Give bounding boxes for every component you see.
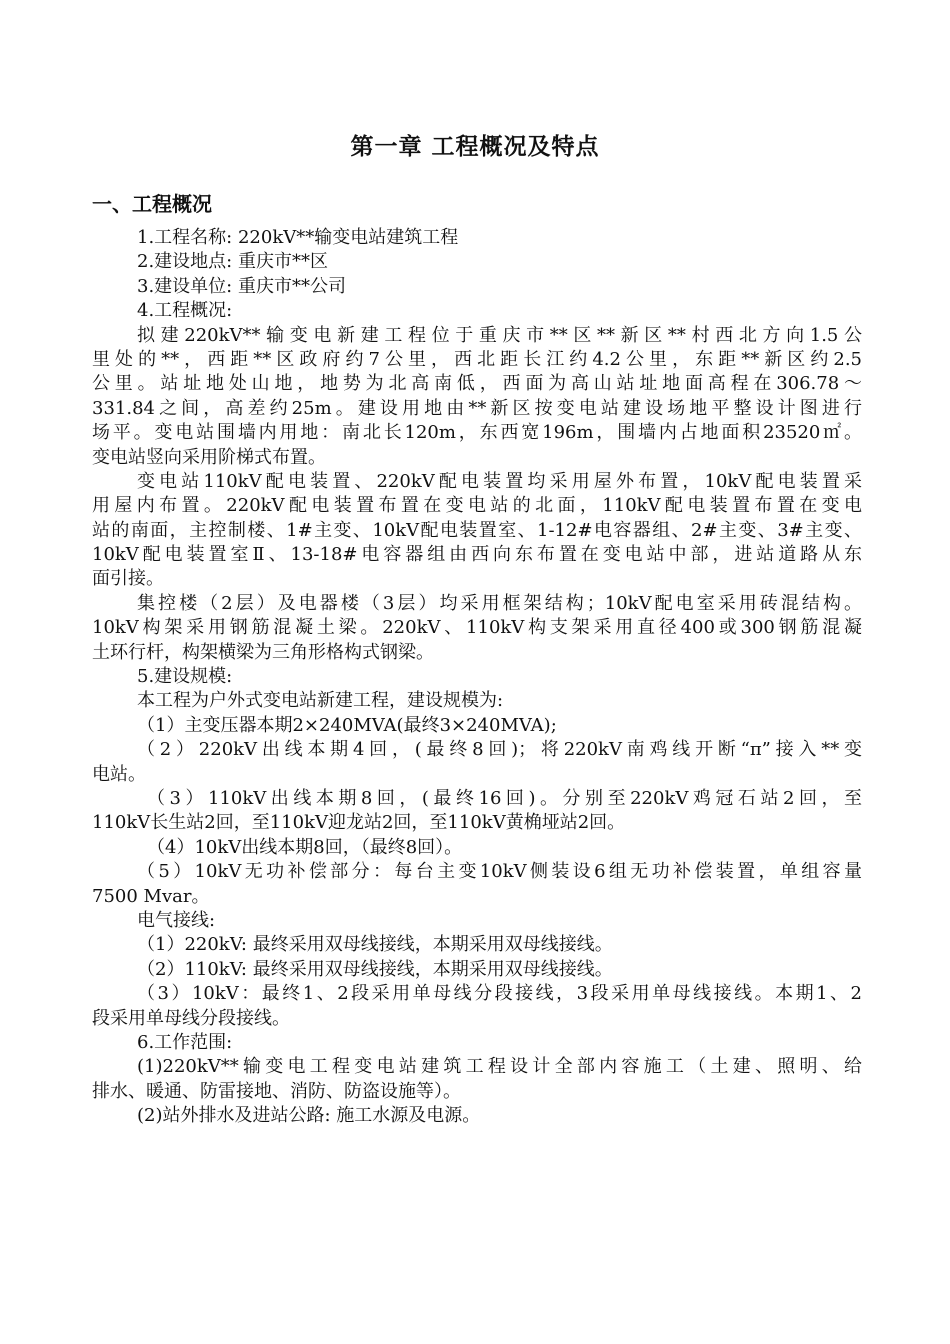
paragraph-line: 4.工程概况:: [137, 300, 233, 322]
paragraph-line: （3）110kV出线本期8回，(最终16回)。分别至220kV鸡冠石站2回，至: [147, 787, 862, 809]
paragraph-line: 2.建设地点: 重庆市**区: [137, 251, 328, 273]
body-text: [92, 226, 862, 1128]
paragraph-line: 变电站竖向采用阶梯式布置。: [92, 446, 326, 468]
paragraph-line: 集控楼（2层）及电器楼（3层）均采用框架结构；10kV配电室采用砖混结构。: [137, 592, 862, 614]
paragraph-line: 本工程为户外式变电站新建工程，建设规模为:: [137, 690, 504, 712]
paragraph-line: 电站。: [92, 763, 146, 785]
paragraph-line: 3.建设单位: 重庆市**公司: [137, 275, 346, 297]
paragraph-line: 公里。站址地处山地，地势为北高南低，西面为高山站址地面高程在306.78～: [92, 373, 862, 395]
paragraph-line: 场平。变电站围墙内用地：南北长120m，东西宽196m，围墙内占地面积23520㎡。: [92, 422, 862, 444]
paragraph-line: （2）110kV: 最终采用双母线接线，本期采用双母线接线。: [137, 958, 613, 980]
paragraph-line: 5.建设规模:: [137, 666, 233, 688]
paragraph-line: 7500 Mvar。: [92, 885, 210, 907]
paragraph-line: 变电站110kV配电装置、220kV配电装置均采用屋外布置，10kV配电装置采: [137, 470, 862, 492]
paragraph-line: 6.工作范围:: [137, 1031, 233, 1053]
paragraph-line: （5）10kV无功补偿部分：每台主变10kV侧装设6组无功补偿装置，单组容量: [137, 861, 862, 883]
paragraph-line: 10kV配电装置室Ⅱ、13-18#电容器组由西向东布置在变电站中部，进站道路从东: [92, 544, 862, 566]
paragraph-line: 110kV长生站2回，至110kV迎龙站2回，至110kV黄桷垭站2回。: [92, 812, 626, 834]
paragraph-line: 排水、暖通、防雷接地、消防、防盗设施等）。: [92, 1080, 461, 1102]
paragraph-line: 土环行杆，构架横梁为三角形格构式钢梁。: [92, 641, 434, 663]
paragraph-line: 电气接线:: [137, 909, 216, 931]
paragraph-line: (1)220kV**输变电工程变电站建筑工程设计全部内容施工（土建、照明、给: [137, 1056, 862, 1078]
paragraph-line: 拟建220kV**输变电新建工程位于重庆市**区**新区**村西北方向1.5公: [137, 324, 862, 346]
paragraph-line: （4）10kV出线本期8回，（最终8回）。: [147, 836, 463, 858]
paragraph-line: 面引接。: [92, 568, 164, 590]
paragraph-line: （3）10kV：最终1、2段采用单母线分段接线，3段采用单母线接线。本期1、2: [137, 983, 862, 1005]
chapter-title: 第一章 工程概况及特点: [350, 134, 600, 160]
section-heading: 一、工程概况: [92, 192, 212, 216]
paragraph-line: (2)站外排水及进站公路: 施工水源及电源。: [137, 1105, 481, 1127]
paragraph-line: （1）主变压器本期2×240MVA(最终3×240MVA);: [137, 714, 557, 736]
paragraph-line: （1）220kV: 最终采用双母线接线，本期采用双母线接线。: [137, 934, 613, 956]
paragraph-line: 10kV构架采用钢筋混凝土梁。220kV、110kV构支架采用直径400或300钢筋混凝: [92, 617, 862, 639]
paragraph-line: 里处的**，西距**区政府约7公里，西北距长江约4.2公里，东距**新区约2.5: [92, 348, 862, 370]
paragraph-line: （2）220kV出线本期4回，(最终8回)；将220kV南鸡线开断“π”接入**变: [137, 739, 862, 761]
paragraph-line: 用屋内布置。220kV配电装置布置在变电站的北面，110kV配电装置布置在变电: [92, 495, 862, 517]
paragraph-line: 站的南面，主控制楼、1#主变、10kV配电装置室、1-12#电容器组、2#主变、3#主变、: [92, 519, 862, 541]
paragraph-line: 1.工程名称: 220kV**输变电站建筑工程: [137, 227, 459, 248]
paragraph-line: 331.84之间，高差约25m。建设用地由**新区按变电站建设场地平整设计图进行: [92, 397, 862, 419]
paragraph-line: 段采用单母线分段接线。: [92, 1007, 290, 1029]
